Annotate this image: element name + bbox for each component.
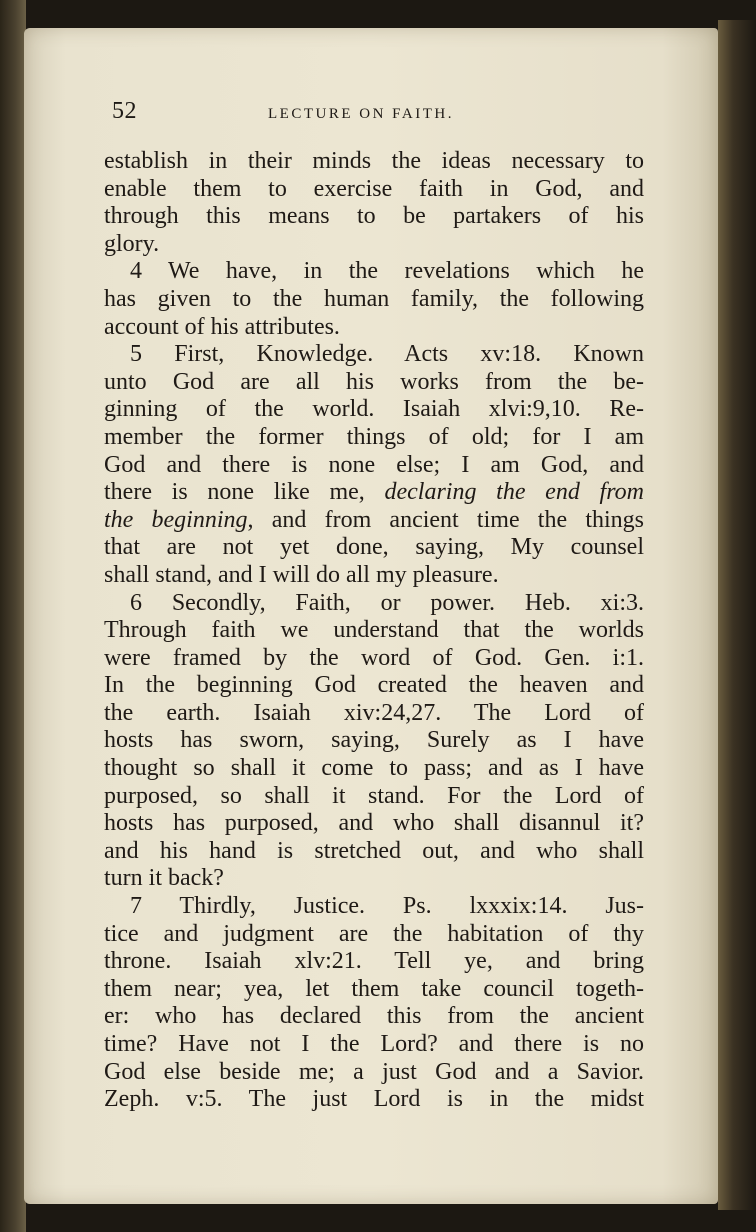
text-line-content: there is none like me, [104,479,385,506]
page-header [88,96,648,136]
text-line-content: God else beside me; a just God and a Savior. [104,1058,644,1085]
text-line-content: shall stand, and I will do all my pleasure. [104,561,499,588]
text-line [104,617,644,645]
text-line-content: 5 First, Knowledge. Acts xv:18. Known [130,341,644,368]
text-line-content: er: who has declared this from the ancient [104,1003,644,1030]
text-line [104,672,644,700]
text-line-content: hosts has sworn, saying, Surely as I have [104,727,644,754]
text-line [104,231,644,259]
text-line [104,479,644,507]
text-line-content: were framed by the word of God. Gen. i:1. [104,644,644,671]
text-line [104,755,644,783]
running-head: LECTURE ON FAITH. [268,106,454,122]
text-line [104,452,644,480]
text-line [104,948,644,976]
text-line [104,1059,644,1087]
text-line-content: that are not yet done, saying, My counsel [104,534,644,561]
text-line-content: unto God are all his works from the be- [104,368,644,395]
text-line-content: establish in their minds the ideas necessary to [104,148,644,174]
text-line-content: , and from ancient time the things [247,506,644,533]
text-line-content: has given to the human family, the following [104,285,644,312]
text-line-content: 4 We have, in the revelations which he [130,258,644,285]
text-line [104,148,644,176]
text-line-content: purposed, so shall it stand. For the Lord of [104,782,644,809]
text-line-content: throne. Isaiah xlv:21. Tell ye, and bring [104,948,644,975]
text-line-content: Through faith we understand that the worlds [104,617,644,644]
text-line [104,341,644,369]
text-line-content: 6 Secondly, Faith, or power. Heb. xi:3. [130,589,644,616]
text-line [104,1031,644,1059]
text-line [104,590,644,618]
text-line-content: account of his attributes. [104,313,340,340]
text-line [104,507,644,535]
text-line-content: Zeph. v:5. The just Lord is in the midst [104,1086,644,1113]
text-line-content: thought so shall it come to pass; and as I have [104,755,644,782]
text-line [104,810,644,838]
page-number: 52 [112,98,137,124]
text-line-content: them near; yea, let them take council togeth- [104,975,644,1002]
text-line-content: glory. [104,230,160,257]
text-line-content: enable them to exercise faith in God, and [104,175,644,202]
text-line [104,976,644,1004]
body-text [104,148,644,1114]
text-line [104,1086,644,1114]
text-line [104,838,644,866]
text-line [104,203,644,231]
text-line-content: through this means to be partakers of his [104,203,644,230]
text-line [104,314,644,342]
text-line-content: and his hand is stretched out, and who shall [104,837,644,864]
text-line [104,562,644,590]
text-line-content: In the beginning God created the heaven and [104,672,644,699]
text-line [104,727,644,755]
book-binding [0,0,26,1232]
text-line-content: hosts has purposed, and who shall disannul it? [104,810,644,837]
text-line-content: turn it back? [104,865,224,892]
text-line [104,700,644,728]
text-line [104,369,644,397]
text-line [104,1003,644,1031]
text-line-content: the earth. Isaiah xiv:24,27. The Lord of [104,699,644,726]
text-line [104,921,644,949]
text-line [104,865,644,893]
text-line [104,534,644,562]
text-line-content: 7 Thirdly, Justice. Ps. lxxxix:14. Jus- [130,893,644,920]
text-line-content: member the former things of old; for I am [104,423,644,450]
facing-page-edge [718,20,756,1210]
text-line [104,645,644,673]
text-line [104,286,644,314]
italic-emphasis: declaring the end from [384,479,644,506]
text-line [104,783,644,811]
text-line [104,396,644,424]
text-line [104,258,644,286]
text-line [104,424,644,452]
text-line-content: God and there is none else; I am God, and [104,451,644,478]
text-line-content: time? Have not I the Lord? and there is no [104,1031,644,1057]
text-line-content: tice and judgment are the habitation of thy [104,920,644,947]
italic-emphasis: the beginning [104,506,248,533]
text-line [104,176,644,204]
text-line [104,893,644,921]
text-line-content: ginning of the world. Isaiah xlvi:9,10. Re- [104,396,644,423]
